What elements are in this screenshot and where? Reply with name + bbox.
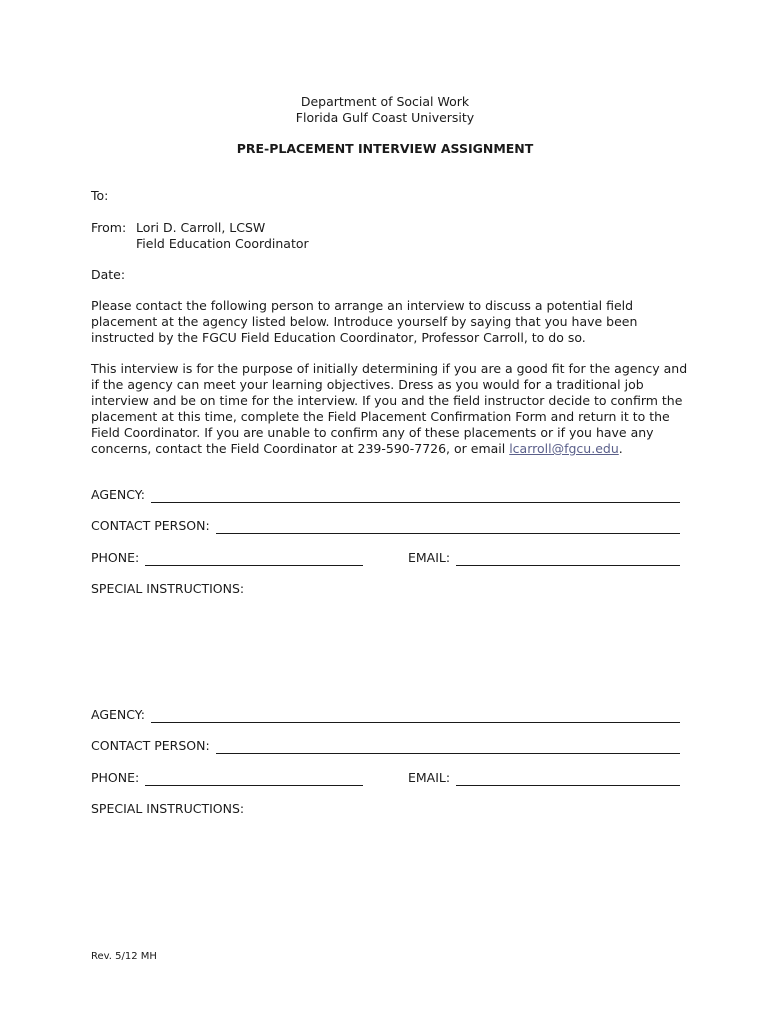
email-field-1[interactable] bbox=[408, 550, 680, 566]
special-instructions-label-1: SPECIAL INSTRUCTIONS: bbox=[91, 581, 245, 596]
purpose-end: . bbox=[618, 441, 623, 456]
email-label: EMAIL: bbox=[408, 550, 451, 565]
to-label: To: bbox=[91, 188, 109, 203]
purpose-text: This interview is for the purpose of initially determining if you are a good fit for the agency and if the agency can meet your learning objectives. Dress as you would for a traditional job interview and be on time for the interview. If you and the field instructor decide to confirm the placement at this time, complete the Field Placement Confirmation Form and return it to the Field Coordinator. If you are unable to confirm any of these placements or if you have any concerns, contact the Field Coordinator at 239-590-7726, or email bbox=[91, 361, 688, 456]
revision-footer: Rev. 5/12 MH bbox=[91, 951, 157, 962]
phone-label: PHONE: bbox=[91, 770, 140, 785]
contact-person-label: CONTACT PERSON: bbox=[91, 738, 210, 753]
agency-line[interactable] bbox=[151, 710, 680, 723]
email-label: EMAIL: bbox=[408, 770, 451, 785]
coordinator-email-link[interactable]: lcarroll@fgcu.edu bbox=[509, 441, 619, 456]
special-instructions-label-2: SPECIAL INSTRUCTIONS: bbox=[91, 801, 245, 816]
email-field-2[interactable] bbox=[408, 770, 680, 786]
phone-label: PHONE: bbox=[91, 550, 140, 565]
contact-person-line[interactable] bbox=[216, 741, 680, 754]
agency-field-1[interactable] bbox=[91, 487, 680, 503]
agency-label: AGENCY: bbox=[91, 487, 145, 502]
phone-line[interactable] bbox=[145, 773, 363, 786]
contact-person-field-1[interactable] bbox=[91, 518, 680, 534]
agency-label: AGENCY: bbox=[91, 707, 145, 722]
contact-person-line[interactable] bbox=[216, 521, 680, 534]
contact-person-label: CONTACT PERSON: bbox=[91, 518, 210, 533]
phone-line[interactable] bbox=[145, 553, 363, 566]
document-title: PRE-PLACEMENT INTERVIEW ASSIGNMENT bbox=[236, 141, 534, 156]
agency-line[interactable] bbox=[151, 490, 680, 503]
from-role: Field Education Coordinator bbox=[136, 236, 309, 251]
from-label: From: bbox=[91, 220, 127, 235]
email-line[interactable] bbox=[456, 553, 680, 566]
university-heading: Florida Gulf Coast University bbox=[295, 110, 475, 125]
instructions-paragraph: Please contact the following person to arrange an interview to discuss a potential field placement at the agency listed below. Introduce yourself by saying that you have been instructed by the FGCU Field Education Coordinator, Professor Carroll, to do so. bbox=[91, 298, 638, 345]
contact-person-field-2[interactable] bbox=[91, 738, 680, 754]
department-heading: Department of Social Work bbox=[300, 94, 470, 109]
date-label: Date: bbox=[91, 267, 126, 282]
phone-field-1[interactable] bbox=[91, 550, 363, 566]
email-line[interactable] bbox=[456, 773, 680, 786]
purpose-paragraph bbox=[91, 361, 691, 457]
phone-field-2[interactable] bbox=[91, 770, 363, 786]
from-name: Lori D. Carroll, LCSW bbox=[136, 220, 266, 235]
agency-field-2[interactable] bbox=[91, 707, 680, 723]
